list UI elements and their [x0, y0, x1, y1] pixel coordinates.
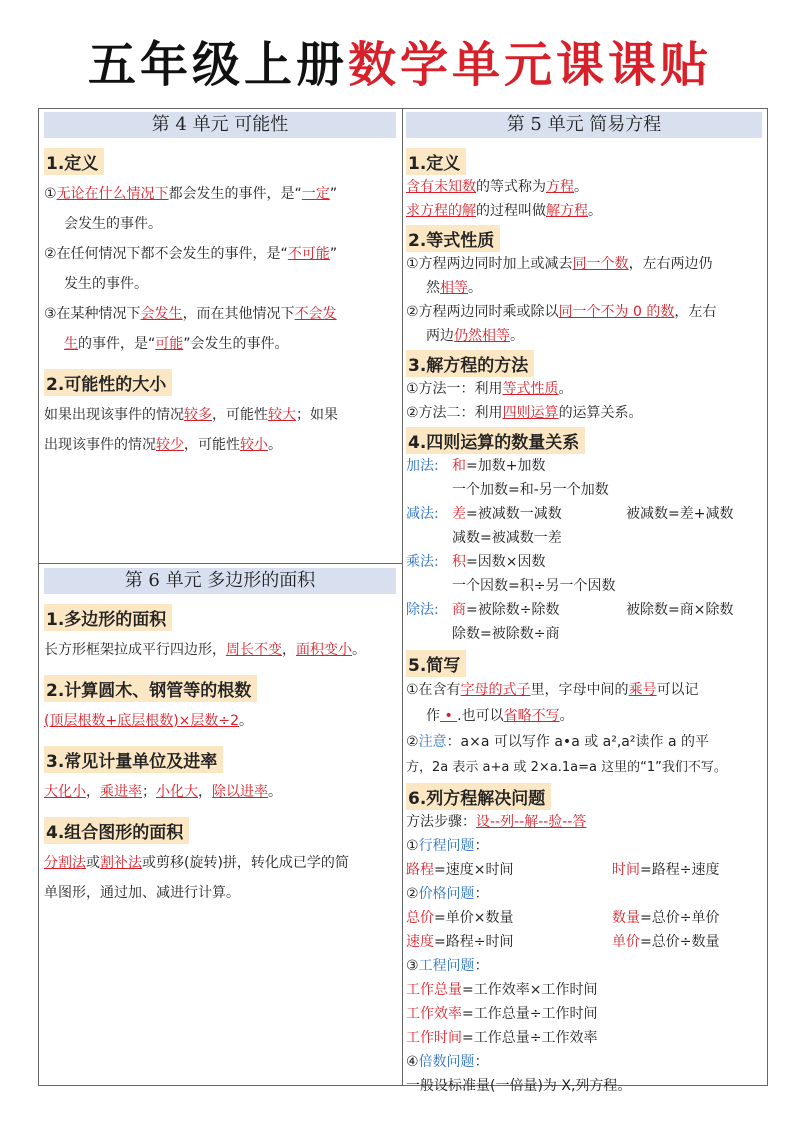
- unit4-probability-text-1: 如果出现该事件的情况较多，可能性较大；如果: [44, 407, 338, 423]
- unit4-definition-2: ②在任何情况下都不会发生的事件，是“不可能”: [44, 246, 338, 262]
- unit5-section-methods: 3.解方程的方法: [406, 350, 534, 377]
- unit5-definition-2: 求方程的解的过程叫做解方程。: [406, 203, 602, 219]
- unit5-header: 第 5 单元 简易方程: [406, 112, 762, 138]
- unit5-section-arithmetic: 4.四则运算的数量关系: [406, 427, 585, 454]
- unit5-panel: [406, 112, 762, 1098]
- unit4-panel: [44, 112, 396, 460]
- unit5-shorthand-2: ②注意：a×a 可以写作 a•a 或 a²,a²读作 a 的平: [406, 734, 709, 750]
- unit6-composite-text-2: 单图形，通过加、减进行计算。: [44, 885, 240, 901]
- unit5-steps: 方法步骤： 设--列--解--验--答: [406, 814, 587, 830]
- unit5-multiple-title: ④ 倍数问题 ：: [406, 1054, 489, 1070]
- unit5-price-row-2: 速度=路程÷时间 单价=总价÷数量: [406, 934, 720, 950]
- unit5-section-equality: 2.等式性质: [406, 225, 500, 252]
- unit5-price-title: ② 价格问题 ：: [406, 886, 489, 902]
- unit4-probability-text-2: 出现该事件的情况较少，可能性较小。: [44, 437, 282, 453]
- unit5-sub-row-2: 减数=被减数一差: [452, 530, 562, 546]
- unit4-section-definition: 1.定义: [44, 148, 104, 175]
- unit4-header: 第 4 单元 可能性: [44, 112, 396, 138]
- unit5-add-row: 加法: 和 =加数+加数: [406, 458, 546, 474]
- unit5-div-row-2: 除数=被除数÷商: [452, 626, 560, 642]
- unit5-method-2: ②方法二：利用四则运算的运算关系。: [406, 405, 643, 421]
- unit5-equality-2-cont: 两边仍然相等。: [426, 328, 524, 344]
- unit5-work-row-2: 工作效率 =工作总量÷工作时间: [406, 1006, 598, 1022]
- unit5-mul-row: 乘法: 积 =因数×因数: [406, 554, 546, 570]
- unit5-travel-title: ① 行程问题 ：: [406, 838, 489, 854]
- unit4-definition-1-cont: 会发生的事件。: [64, 216, 162, 232]
- unit4-definition-1: ①无论在什么情况下都会发生的事件，是“一定”: [44, 186, 338, 202]
- unit6-area-text: 长方形框架拉成平行四边形，周长不变，面积变小。: [44, 642, 366, 658]
- unit5-equality-2: ②方程两边同时乘或除以同一个不为 0 的数，左右: [406, 304, 717, 320]
- unit4-definition-2-cont: 发生的事件。: [64, 276, 148, 292]
- unit6-units-text: 大化小，乘进率；小化大，除以进率。: [44, 784, 282, 800]
- unit6-section-composite: 4.组合图形的面积: [44, 817, 189, 844]
- unit5-add-row-2: 一个加数=和-另一个加数: [452, 482, 609, 498]
- unit4-section-probability-size: 2.可能性的大小: [44, 369, 172, 396]
- unit6-section-area: 1.多边形的面积: [44, 604, 172, 631]
- unit6-panel: [44, 568, 396, 908]
- unit5-mul-row-2: 一个因数=积÷另一个因数: [452, 578, 616, 594]
- unit4-definition-3-cont: 生的事件，是“可能”会发生的事件。: [64, 336, 289, 352]
- row-divider: [38, 563, 402, 564]
- unit6-header: 第 6 单元 多边形的面积: [44, 568, 396, 594]
- unit4-definition-3: ③在某种情况下会发生，而在其他情况下不会发: [44, 306, 337, 322]
- unit5-shorthand-2-cont: 方，2a 表示 a+a 或 2×a.1a=a 这里的“1”我们不写。: [406, 760, 727, 775]
- unit5-equality-1: ①方程两边同时加上或减去同一个数，左右两边仍: [406, 256, 713, 272]
- unit5-price-row-1: 总价=单价×数量 数量=总价÷单价: [406, 910, 720, 926]
- unit5-sub-row: 减法: 差=被减数一减数 被减数=差+减数: [406, 506, 734, 522]
- page-title: 五年级上册数学单元课课贴: [87, 37, 713, 93]
- unit5-section-shorthand: 5.简写: [406, 650, 466, 677]
- unit5-section-definition: 1.定义: [406, 148, 466, 175]
- unit5-method-1: ①方法一：利用等式性质。: [406, 381, 573, 397]
- unit5-definition-1: 含有未知数的等式称为方程。: [406, 179, 588, 195]
- column-divider: [402, 108, 403, 1086]
- unit5-travel-row: 路程=速度×时间 时间=路程÷速度: [406, 862, 720, 878]
- unit6-section-log-count: 2.计算圆木、钢管等的根数: [44, 675, 257, 702]
- unit6-composite-text-1: 分割法或割补法或剪移(旋转)拼，转化成已学的简: [44, 855, 349, 871]
- unit5-multiple-text: 一般设标准量(一倍量)为 X,列方程。: [406, 1078, 632, 1094]
- unit6-log-count-formula: (顶层根数+底层根数)×层数÷2。: [44, 713, 254, 729]
- unit5-work-title: ③ 工程问题 ：: [406, 958, 489, 974]
- unit5-equality-1-cont: 然相等。: [426, 280, 482, 296]
- unit5-work-row-1: 工作总量 =工作效率×工作时间: [406, 982, 598, 998]
- unit5-div-row: 除法: 商=被除数÷除数 被除数=商×除数: [406, 602, 734, 618]
- unit5-work-row-3: 工作时间 =工作总量÷工作效率: [406, 1030, 598, 1046]
- unit5-shorthand-1: ①在含有字母的式子里，字母中间的乘号可以记: [406, 682, 699, 698]
- unit5-shorthand-1-cont: 作 • .也可以省略不写。: [426, 708, 574, 724]
- unit5-section-word-problems: 6.列方程解决问题: [406, 783, 551, 810]
- unit6-section-units: 3.常见计量单位及进率: [44, 746, 223, 773]
